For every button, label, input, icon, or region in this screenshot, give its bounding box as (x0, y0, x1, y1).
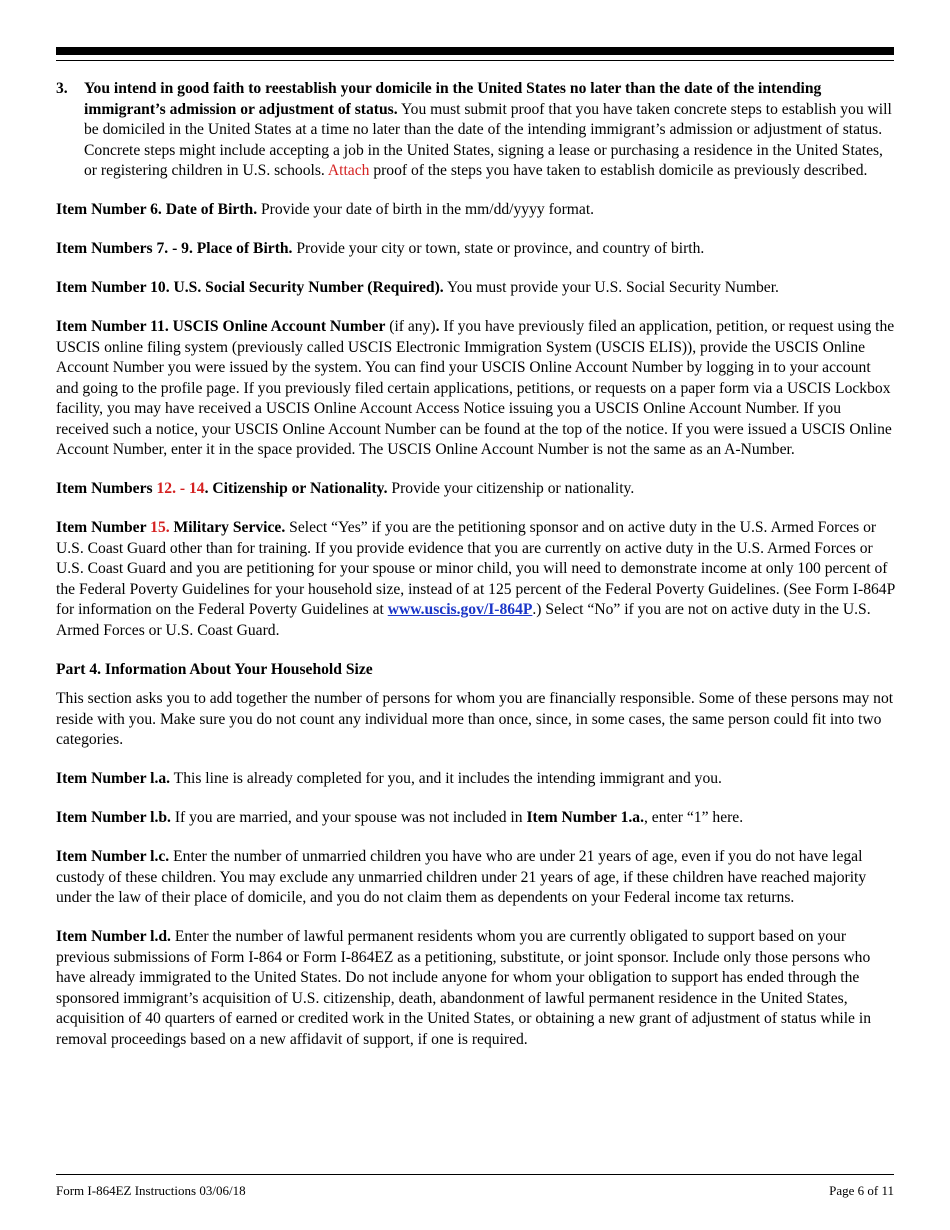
item-11-paragraph (56, 317, 896, 461)
item-1d-paragraph (56, 927, 896, 1050)
header-rule-thick (56, 47, 894, 55)
item-12-14-text: Provide your citizenship or nationality. (387, 480, 635, 497)
part-4-heading: Part 4. Information About Your Household Size (56, 660, 373, 678)
item-11-period: . (435, 318, 440, 335)
document-body (56, 79, 896, 1069)
item-1b-text-1: If you are married, and your spouse was not included in (170, 809, 527, 826)
item-6-text: Provide your date of birth in the mm/dd/yyyy format. (257, 201, 595, 218)
item-1c-heading: Item Number l.c. (56, 848, 170, 865)
item-3-text-2: proof of the steps you have taken to establish domicile as previously described. (369, 162, 868, 179)
item-15-text-2: .) Select “No” if you are not on active duty in the U.S. Armed Forces or U.S. Coast Guard. (56, 601, 871, 639)
item-1b-paragraph (56, 808, 896, 829)
footer-rule (56, 1174, 894, 1175)
item-1b-heading: Item Number l.b. (56, 809, 171, 826)
part-4-intro: This section asks you to add together the number of persons for whom you are financially responsible. Some of these persons may not reside with you. Make sure you do not count any individual more than once, since, in some cases, the same person could fit into two categories. (56, 690, 894, 748)
item-1a-paragraph (56, 769, 896, 790)
item-10-heading: Item Number 10. U.S. Social Security Number (Required). (56, 279, 444, 296)
list-number: 3. (56, 80, 68, 97)
item-15-paragraph (56, 518, 896, 641)
item-1d-heading: Item Number l.d. (56, 928, 171, 945)
item-1b-reference: Item Number 1.a. (526, 809, 644, 826)
item-12-14-number: 12. - 14 (156, 480, 205, 497)
item-3-paragraph (56, 79, 896, 182)
form-edition: Form I-864EZ Instructions 03/06/18 (56, 1183, 246, 1198)
item-12-14-heading-end: . Citizenship or Nationality. (204, 480, 388, 497)
attach-highlight: Attach (327, 162, 370, 179)
item-7-9-text: Provide your city or town, state or province, and country of birth. (292, 240, 705, 257)
item-10-paragraph (56, 278, 896, 299)
item-1c-text: Enter the number of unmarried children you have who are under 21 years of age, even if you do not have legal custody of these children. You may exclude any unmarried children under 21 years of age, if these children have reached majority under the law of their place of domicile, and you do not claim them as dependents on your Federal income tax returns. (56, 848, 867, 906)
item-1b-text-2: , enter “1” here. (644, 809, 744, 826)
item-1d-text: Enter the number of lawful permanent residents whom you are currently obligated to support based on your previous submissions of Form I-864 or Form I-864EZ as a petitioning, substitute, or joint sponsor. Include only those persons who have already immigrated to the United States. Do not include anyone for whom your obligation to support has ended through the sponsored immigrant’s acquisition of U.S. citizenship, death, abandonment of lawful permanent residence in the United States, acquisition of 40 quarters of earned or credited work in the United States, or obtaining a new grant of adjustment of status while in removal proceedings based on a new affidavit of support, if one is required. (56, 928, 871, 1048)
item-15-heading-start: Item Number (56, 519, 151, 536)
item-12-14-heading-start: Item Numbers (56, 480, 157, 497)
uscis-i864p-link[interactable]: www.uscis.gov/I-864P (387, 601, 533, 618)
item-11-if-any: (if any) (385, 318, 436, 335)
item-7-9-heading: Item Numbers 7. - 9. Place of Birth. (56, 240, 293, 257)
item-3-bold: You intend in good faith to reestablish your domicile in the United States no later than the date of the intending immigrant’s admission or adjustment of status. (84, 80, 822, 118)
item-1a-heading: Item Number l.a. (56, 770, 171, 787)
item-11-text: If you have previously filed an application, petition, or request using the USCIS online filing system (previously called USCIS Electronic Immigration System (USCIS ELIS)), provide the USCIS Online Account Number you were issued by the system. You can find your USCIS Online Account Number by logging in to your account and going to the profile page. If you previously filed certain applications, petitions, or requests on a paper form via a USCIS Lockbox facility, you may have received a USCIS Online Account Access Notice issuing you a USCIS Online Account Number. If you received such a notice, your USCIS Online Account Number can be found at the top of the notice. If you were issued a USCIS Online Account Number, enter it in the space provided. The USCIS Online Account Number is not the same as an A-Number. (56, 318, 895, 458)
item-15-heading-end: Military Service. (169, 519, 286, 536)
item-1a-text: This line is already completed for you, and it includes the intending immigrant and you. (170, 770, 722, 787)
item-7-9-paragraph (56, 239, 896, 260)
page-number: Page 6 of 11 (829, 1183, 894, 1198)
item-15-number: 15. (150, 519, 170, 536)
item-10-text: You must provide your U.S. Social Security Number. (443, 279, 779, 296)
item-3-text-1: You must submit proof that you have taken concrete steps to establish you will be domiciled in the United States at a time no later than the date of the intending immigrant’s admission or adjustment of status. Concrete steps might include accepting a job in the United States, signing a lease or purchasing a residence in the United States, or registering children in U.S. schools. (84, 100, 892, 179)
item-6-heading: Item Number 6. Date of Birth. (56, 201, 258, 218)
item-15-text-1: Select “Yes” if you are the petitioning sponsor and on active duty in the U.S. Armed Forces or U.S. Coast Guard other than for training. If you provide evidence that you are currently on active duty in the U.S. Armed Forces or U.S. Coast Guard and you are petitioning for your spouse or minor child, you will need to demonstrate income at only 100 percent of the Federal Poverty Guidelines for your household size, instead of at 125 percent of the Federal Poverty Guidelines. (See Form I-864P for information on the Federal Poverty Guidelines at (56, 519, 895, 618)
item-11-heading: Item Number 11. USCIS Online Account Number (56, 318, 386, 335)
item-1c-paragraph (56, 847, 896, 909)
item-6-paragraph (56, 200, 896, 221)
item-12-14-paragraph (56, 479, 896, 500)
header-rule-thin (56, 60, 894, 61)
